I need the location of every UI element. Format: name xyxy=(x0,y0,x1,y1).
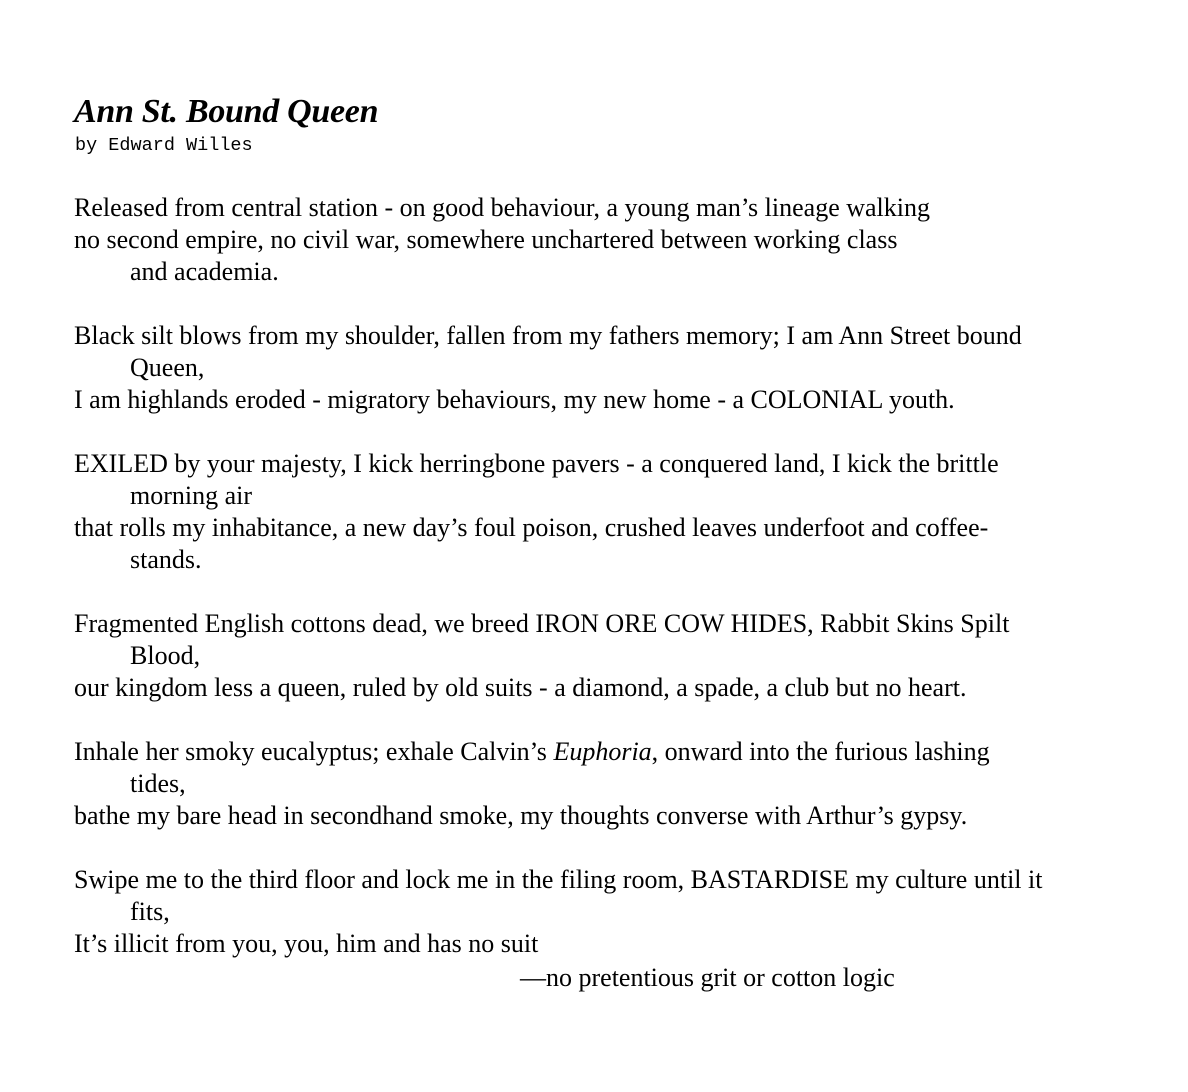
poem-page xyxy=(74,92,1154,1026)
poem-closing-line: —no pretentious grit or cotton logic xyxy=(520,963,895,992)
italic-word: Euphoria xyxy=(553,737,652,766)
stanza-2 xyxy=(74,320,1154,416)
poem-line: Fragmented English cottons dead, we breed IRON ORE COW HIDES, Rabbit Skins Spilt xyxy=(74,609,1010,638)
poem-line: our kingdom less a queen, ruled by old suits - a diamond, a spade, a club but no heart. xyxy=(74,673,967,702)
poem-line: bathe my bare head in secondhand smoke, my thoughts converse with Arthur’s gypsy. xyxy=(74,801,968,830)
poem-line-continuation: morning air xyxy=(130,481,253,510)
poem-line: I am highlands eroded - migratory behaviours, my new home - a COLONIAL youth. xyxy=(74,385,955,414)
stanza-3 xyxy=(74,448,1154,576)
poem-line xyxy=(74,736,1154,768)
poem-byline: by Edward Willes xyxy=(75,135,253,156)
poem-line-continuation: Blood, xyxy=(130,641,201,670)
stanza-1 xyxy=(74,192,1154,288)
poem-line-continuation: tides, xyxy=(130,769,186,798)
poem-line: Released from central station - on good behaviour, a young man’s lineage walking xyxy=(74,193,930,222)
poem-body xyxy=(74,192,1154,994)
poem-line: Black silt blows from my shoulder, fallen from my fathers memory; I am Ann Street bound xyxy=(74,321,1022,350)
stanza-4 xyxy=(74,608,1154,704)
poem-line-continuation: fits, xyxy=(130,897,170,926)
poem-title: Ann St. Bound Queen xyxy=(74,93,379,130)
stanza-6 xyxy=(74,864,1154,994)
poem-line-text: , onward into the furious lashing xyxy=(651,737,990,766)
poem-line-continuation: Queen, xyxy=(130,353,205,382)
poem-line-continuation: stands. xyxy=(130,545,202,574)
poem-line: that rolls my inhabitance, a new day’s foul poison, crushed leaves underfoot and coffee- xyxy=(74,513,989,542)
poem-line-continuation: and academia. xyxy=(130,257,279,286)
poem-line-text: Inhale her smoky eucalyptus; exhale Calvin’s xyxy=(74,737,554,766)
poem-line: It’s illicit from you, you, him and has no suit xyxy=(74,929,539,958)
poem-line: Swipe me to the third floor and lock me in the filing room, BASTARDISE my culture until it xyxy=(74,865,1043,894)
stanza-5 xyxy=(74,736,1154,832)
poem-line: no second empire, no civil war, somewhere unchartered between working class xyxy=(74,225,898,254)
poem-line: EXILED by your majesty, I kick herringbone pavers - a conquered land, I kick the brittle xyxy=(74,449,999,478)
